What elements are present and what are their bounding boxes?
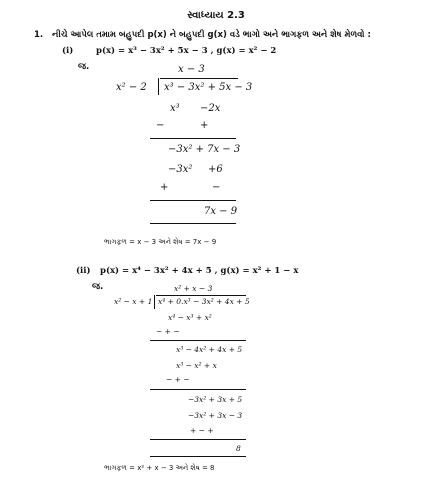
- part-i-label: (i): [62, 46, 74, 56]
- part-i-answer-mark: જ.: [78, 62, 90, 72]
- part-i-rule-3: [150, 223, 236, 224]
- part-i-subtract-row-2a: −3x²: [168, 164, 193, 175]
- part-ii-label: (ii): [76, 266, 91, 276]
- part-i-remainder-1: −3x² + 7x − 3: [168, 144, 241, 155]
- part-i-rule-2: [150, 200, 236, 201]
- part-i-dividend: x³ − 3x² + 5x − 3: [164, 82, 253, 93]
- part-i-divisor: x² − 2: [116, 82, 147, 93]
- part-ii-signs-1: − + −: [156, 327, 180, 336]
- part-i-rule-1: [150, 138, 236, 139]
- part-ii-remainder-2: −3x² + 3x + 5: [188, 395, 243, 404]
- exercise-title: સ્વાધ્યાય 2.3: [187, 10, 245, 21]
- part-ii-subtract-row-1: x⁴ − x³ + x²: [168, 313, 212, 322]
- division-bracket: [158, 78, 159, 95]
- question-number: 1.: [34, 30, 44, 40]
- part-i-signs-2b: −: [212, 182, 221, 193]
- part-i-quotient: x − 3: [178, 64, 205, 75]
- part-ii-quotient: x² + x − 3: [174, 284, 213, 293]
- division-bar: [156, 295, 246, 296]
- part-ii-rule-4: [150, 456, 246, 457]
- part-i-subtract-row-1b: −2x: [200, 103, 221, 114]
- part-i-remainder-2: 7x − 9: [204, 206, 238, 217]
- part-ii-result: ભાગફળ = x² + x − 3 અને શેષ = 8: [104, 464, 215, 472]
- part-i-result: ભાગફળ = x − 3 અને શેષ = 7x − 9: [104, 238, 217, 246]
- part-i-statement: p(x) = x³ − 3x² + 5x − 3 , g(x) = x² − 2: [96, 46, 277, 56]
- question-text: નીચે આપેલ તમામ બહુપદી p(x) ને બહુપદી g(x) વડે ભાગો અને ભાગફળ અને શેષ મેળવો :: [52, 30, 371, 40]
- part-i-subtract-row-1a: x³: [170, 103, 180, 114]
- part-i-signs-1b: +: [200, 120, 209, 131]
- part-ii-signs-3: + − +: [190, 426, 214, 435]
- part-ii-divisor: x² − x + 1: [114, 297, 153, 306]
- division-bar: [160, 78, 238, 79]
- part-ii-subtract-row-3: −3x² + 3x − 3: [188, 411, 243, 420]
- part-ii-dividend: x⁴ + 0.x³ − 3x² + 4x + 5: [158, 297, 250, 306]
- part-ii-statement: p(x) = x⁴ − 3x² + 4x + 5 , g(x) = x² + 1 − x: [100, 266, 299, 276]
- part-ii-rule-1: [150, 340, 246, 341]
- part-i-signs-1a: −: [156, 120, 165, 131]
- part-i-subtract-row-2b: +6: [208, 164, 223, 175]
- part-ii-subtract-row-2: x³ − x² + x: [176, 361, 217, 370]
- division-bracket: [154, 295, 155, 309]
- part-ii-remainder-1: x³ − 4x² + 4x + 5: [176, 345, 243, 354]
- part-ii-answer-mark: જ.: [92, 282, 104, 292]
- part-ii-rule-2: [150, 389, 246, 390]
- part-i-signs-2a: +: [160, 182, 169, 193]
- part-ii-rule-3: [150, 439, 246, 440]
- part-ii-remainder-3: 8: [236, 444, 241, 453]
- part-ii-signs-2: − + −: [166, 375, 190, 384]
